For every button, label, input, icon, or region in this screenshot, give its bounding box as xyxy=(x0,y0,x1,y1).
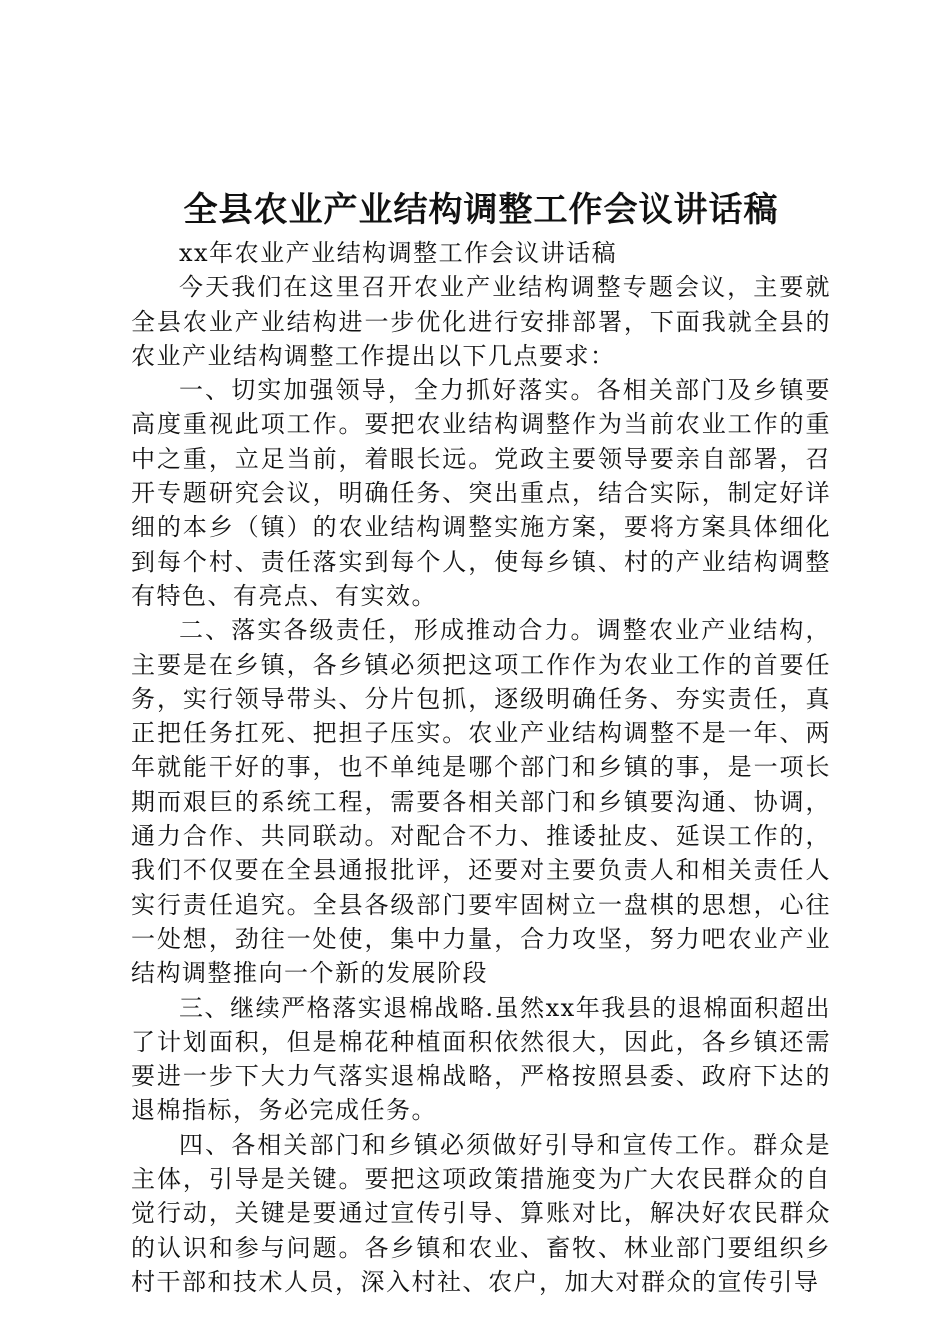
subtitle-paragraph: xx年农业产业结构调整工作会议讲话稿 xyxy=(179,239,618,267)
point-two-paragraph: 二、落实各级责任，形成推动合力。调整农业产业结构，主要是在乡镇，各乡镇必须把这项工作作为农业工作的首要任务，实行领导带头、分片包抓，逐级明确任务、夯实责任，真正把任务扛死、把担子压实。农业产业结构调整不是一年、两年就能干好的事，也不单纯是哪个部门和乡镇的事，是一项长期而艰巨的系统工程，需要各相关部门和乡镇要沟通、协调，通力合作、共同联动。对配合不力、推诿扯皮、延误工作的，我们不仅要在全县通报批评，还要对主要负责人和相关责任人实行责任追究。全县各级部门要牢固树立一盘棋的思想，心往一处想，劲往一处使，集中力量，合力攻坚，努力吧农业产业结构调整推向一个新的发展阶段 xyxy=(131,616,831,988)
document-page xyxy=(131,186,831,1299)
point-three-paragraph: 三、继续严格落实退棉战略.虽然xx年我县的退棉面积超出了计划面积，但是棉花种植面积依然很大，因此，各乡镇还需要进一步下大力气落实退棉战略，严格按照县委、政府下达的退棉指标，务必完成任务。 xyxy=(131,993,831,1125)
point-four-paragraph: 四、各相关部门和乡镇必须做好引导和宣传工作。群众是主体，引导是关键。要把这项政策措施变为广大农民群众的自觉行动，关键是要通过宣传引导、算账对比，解决好农民群众的认识和参与问题。各乡镇和农业、畜牧、林业部门要组织乡村干部和技术人员，深入村社、农户，加大对群众的宣传引导 xyxy=(131,1130,831,1296)
intro-paragraph: 今天我们在这里召开农业产业结构调整专题会议，主要就全县农业产业结构进一步优化进行安排部署，下面我就全县的农业产业结构调整工作提出以下几点要求： xyxy=(131,273,831,370)
point-one-paragraph: 一、切实加强领导，全力抓好落实。各相关部门及乡镇要高度重视此项工作。要把农业结构调整作为当前农业工作的重中之重，立足当前，着眼长远。党政主要领导要亲自部署，召开专题研究会议，明确任务、突出重点，结合实际，制定好详细的本乡（镇）的农业结构调整实施方案，要将方案具体细化到每个村、责任落实到每个人，使每乡镇、村的产业结构调整有特色、有亮点、有实效。 xyxy=(131,376,831,610)
document-title: 全县农业产业结构调整工作会议讲话稿 xyxy=(183,190,779,230)
